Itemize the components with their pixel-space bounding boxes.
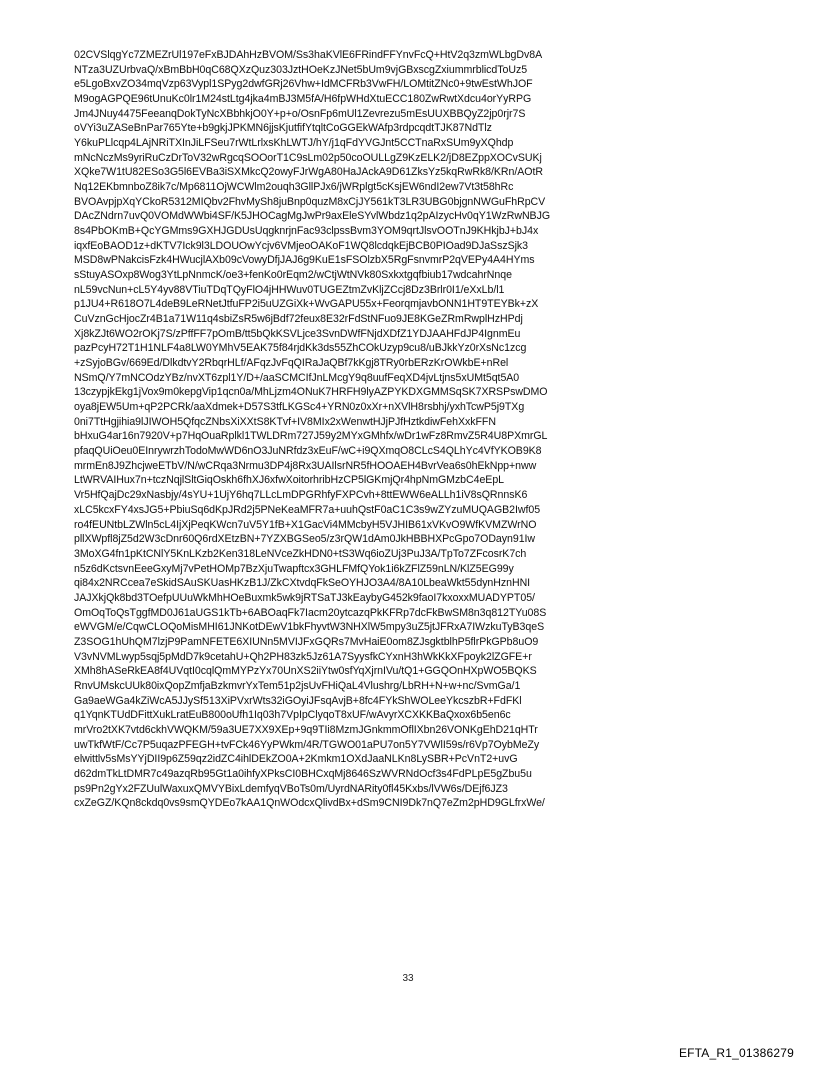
text-line: 02CVSlqgYc7ZMEZrUl197eFxBJDAhHzBVOM/Ss3haKVlE6FRindFFYnvFcQ+HtV2q3zmWLbgDv8A: [74, 49, 543, 61]
text-line: mrVro2tXK7vtd6ckhVWQKM/59a3UE7XX9XEp+9q9TIi8MzmJGnkmmOflIXbn26VONKgEhD21qHTr: [74, 723, 538, 736]
text-line: e5LgoBxvZO34mqVzp63Vypl1SPyg2dwfGRj26Vhw+IdMCFRb3VwFH/LOMtitZNc0+9twEstWhJOF: [74, 78, 533, 91]
text-line: M9ogAGPQE96tUnuKc0lr1M24stLtg4jka4mBJ3M5fA/H6fpWHdXtuECC180ZwRwtXdcu4orYyRPG: [74, 93, 532, 106]
text-line: mNcNczMs9yriRuCzDrToV32wRgcqSOOorT1C9sLm02p50coOULLgZ9KzELK2/jD8EZppXOCvSUKj: [74, 151, 542, 164]
text-line: LtWRVAIHux7n+tczNqjlSltGiqOskh6fhXJ6xfwXoitorhribHzCP5lGKmjQr4hpNmGMzbC4eEpL: [74, 474, 505, 487]
text-line: 13czypjkEkg1jVox9m0kepgVip1qcn0a/MhLjzm4ONuK7HRFH9lyAZPYKDXGMMSqSK7XRSPswDMO: [74, 386, 548, 399]
text-line: Vr5HfQajDc29xNasbjy/4sYU+1UjY6hq7LLcLmDPGRhfyFXPCvh+8ttEWW6eALLh1iV8sQRnnsK6: [74, 489, 528, 502]
text-line: xLC5kcxFY4xsJG5+PbiuSq6dKpJRd2j5PNeKeaMFR7a+uuhQstF0aC1C3s9wZYzuMUQAGB2Iwf05: [74, 503, 541, 516]
text-line: DAcZNdrn7uvQ0VOMdWWbi4SF/K5JHOCagMgJwPr9axEleSYvlWbdz1q2pAIzycHv0qY1WzRwNBJG: [74, 210, 551, 223]
text-line: Ga9aeWGa4kZiWcA5JJySf513XiPVxrWts32iGOyiJFsqAvjB+8fc4FYkShWOLeeYkcszbR+FdFKl: [74, 694, 522, 707]
text-line: nL59vcNun+cL5Y4yv88VTiuTDqTQyFlO4jHHWuv0TUGEZtmZvKljZCcj8Dz3Brlr0I1/eXxLb/l1: [74, 283, 505, 296]
text-line: RnvUMskcUUk80ixQopZmfjaBzkmvrYxTem51p2jsUvFHiQaL4Vlushrg/LbRH+N+w+nc/SvmGa/1: [74, 679, 521, 692]
text-line: mrmEn8J9ZhcjweETbV/N/wCRqa3Nrmu3DP4j8Rx3UAIlsrNR5fHOOAEH4BvrVea6s0hEkNpp+nww: [74, 459, 537, 472]
text-line: bHxuG4ar16n7920V+p7HqOuaRplkl1TWLDRm727J59y2MYxGMhfx/wDr1wFz8RmvZ5R4U8PXmrGL: [74, 430, 548, 443]
text-line: NSmQ/Y7mNCOdzYBz/nvXT6zpl1Y/D+/aaSCMCIfJnLMcgY9q8uufFeqXD4jvLtjns5xUMt5qt5A0: [74, 371, 520, 384]
text-line: V3vNVMLwyp5sqj5pMdD7k9cetahU+Qh2PH83zk5Jz61A7SyysfkCYxnH3hWkKkXFpoyk2lZGFE+r: [74, 650, 532, 663]
text-line: elwittlv5sMsYYjDII9p6Z59qz2idZC4ihlDEkZO0A+2Kmkm1OXdJaaNLKn8LySBR+PcVnT2+uvG: [74, 753, 518, 766]
text-line: uwTkfWtF/Cc7P5uqazPFEGH+tvFCk46YyPWkm/4R/TGWO01aPU7on5Y7VWlI59s/r6Vp7OybMeZy: [74, 738, 540, 751]
text-line: Nq12EKbmnboZ8ik7c/Mp6811OjWCWlm2ouqh3GllPJx6/jWRplgt5cKsjEW6ndI2ew7Vt3t58hRc: [74, 181, 514, 194]
page-number: 33: [402, 973, 414, 984]
text-line: XMh8hASeRkEA8f4UVqtI0cqlQmMYPzYx70UnXS2iiYtw0sfYqXjrnIVu/tQ1+GGQOnHXpWO5BQKS: [74, 665, 537, 678]
text-line: MSD8wPNakcisFzk4HWucjlAXb09cVowyDfjJAJ6g9KuE1sFSOlzbX5RgFsnvmrP2qVEPy4A4HYms: [74, 254, 535, 267]
text-line: iqxfEoBAOD1z+dKTV7Ick9l3LDOUOwYcjv6VMjeoOAKoF1WQ8lcdqkEjBCB0PIOad9DJaSszSjk3: [74, 239, 528, 252]
text-line: sStuyASOxp8Wog3YtLpNnmcK/oe3+fenKo0rEqm2/wCtjWtNVk80Sxkxtgqfbiub17wdcahrNnqe: [74, 269, 512, 282]
encoded-text-block: [74, 48, 750, 811]
text-line: Jm4JNuy4475FeeanqDokTyNcXBbhkjO0Y+p+o/OsnFp6mUl1Zevrezu5mEsUUXBBQyZ2jp0rjr7S: [74, 107, 526, 120]
bates-number: EFTA_R1_01386279: [678, 1046, 794, 1060]
text-line: pllXWpfl8jZ5d2W3cDnr60Q6rdXEtzBN+7YZXBGSeo5/z3rQW1dAm0JkHBBHXPcGpo7ODayn91Iw: [74, 533, 536, 546]
text-line: JAJXkjQk8bd3TOefpUUuWkMhHOeBuxmk5wk9jRTSaTJ3kEaybyG452k9faoI7kxoxxMUADYPT05/: [74, 591, 535, 604]
text-line: BVOAvpjpXqYCkoR5312MIQbv2FhvMySh8juBnp0quzM8xCjJY561kT3LR3UBG0bjgnNWGuFhRpCV: [74, 195, 546, 208]
text-line: n5z6dKctsvnEeeGxyMj7vPetHOMp7BzXjuTwapftcx3GHLFMfQYok1i6kZFlZ59nLN/KlZ5EG99y: [74, 562, 514, 575]
text-line: q1YqnKTUdDFittXukLratEuB800oUfh1Iq03h7VpIpClyqoT8xUF/wAvyrXCXKKBaQxox6b5en6c: [74, 709, 511, 722]
text-line: CuVznGcHjocZr4B1a71W11q4sbiZsR5w6jBdf72feux8E32rFdStNFuo9JE8KGeZRmRwplHzHPdj: [74, 313, 523, 326]
text-line: +zSyjoBGv/669Ed/DlkdtvY2RbqrHLf/AFqzJvFqQIRaJaQBf7kKgj8TRy0rbERzKrOWkbE+nRel: [74, 357, 509, 370]
text-line: oya8jEW5Um+qP2PCRk/aaXdmek+D57S3tfLKGSc4+YRN0z0xXr+nXVlH8rsbhj/yxhTcwP5j9TXg: [74, 401, 525, 414]
text-line: Xj8kZJt6WO2rOKj7S/zPffFF7pOmB/tt5bQkKSVLjce3SvnDWfFNjdXDfZ1YDJAAHFdJP4IgnmEu: [74, 327, 521, 340]
text-line: oVYi3uZASeBnPar765Yte+b9gkjJPKMN6jjsKjutfifYtqltCoGGEkWAfp3rdpcqdtTJK87NdTlz: [74, 122, 492, 135]
text-line: ps9Pn2gYx2FZUulWaxuxQMVYBixLdemfyqVBoTs0m/UyrdNARity0fl45Kxbs/lVW6s/DEjf6JZ3: [74, 782, 508, 795]
text-line: d62dmTkLtDMR7c49azqRb95Gt1a0ihfyXPksCI0BHCxqMj8646SzWVRNdOcf3s4FdPLpE5gZbu5u: [74, 767, 532, 780]
text-line: XQke7W1tU82ESo3G5l6EVBa3iSXMkcQ2owyFJrWgA80HaJAckA9D61ZksYz5kqRwRk8/KRn/AOtR: [74, 166, 543, 179]
text-line: pfaqQUiOeu0EInrywrzhTodoMwWD6nO3JuNRfdz3xEuF/wC+i9QXmqO8CLcS4QLhYc4VfYKOB9K8: [74, 445, 542, 458]
text-line: qi84x2NRCcea7eSkidSAuSKUasHKzB1J/ZkCXtvdqFkSeOYHJO3A4/8A10LbeaWkt55dynHznHNI: [74, 577, 531, 590]
text-line: Z3SOG1hUhQM7lzjP9PamNFETE6XIUNn5MVIJFxGQRs7MvHaiE0om8ZJsgktblhP5flrPkGPb8uO9: [74, 635, 539, 648]
text-line: cxZeGZ/KQn8ckdq0vs9smQYDEo7kAA1QnWOdcxQlivdBx+dSm9CNI9Dk7nQ7eZm2pHD9GLfrxWe/: [74, 797, 545, 810]
text-line: NTza3UZUrbvaQ/xBmBbH0qC68QXzQuz303JztHOeKzJNet5bUm9vjGBxscgZxiummrblicdToUz5: [74, 63, 528, 76]
text-line: 8s4PbOKmB+QcYGMms9GXHJGDUsUqgknrjnFac93clpssBvm3YOM9qrtJlsvOOTnJ9KHkjbJ+bJ4x: [74, 225, 539, 238]
text-line: Y6kuPLlcqp4LAjNRiTXInJiLFSeu7rWtLrlxsKhLWTJ/hY/j1qFdYVGJnt5CCTnaRxSUm9yXQhdp: [74, 137, 514, 150]
text-line: 0ni7TtHgjihia9lJIWOH5QfqcZNbsXiXXtS8KTvf+IV8MIx2xWenwtHJjPJfHztkdiwFehXxkFFN: [74, 415, 496, 428]
text-line: eWVGM/e/CqwCLOQoMisMHI61JNKotDEwV1bkFhyvtW3NHXlW5mpy3uZ5jtJFRxA7IWzkuTyB3qeS: [74, 621, 545, 634]
text-line: ro4fEUNtbLZWln5cL4IjXjPeqKWcn7uV5Y1fB+X1GacVi4MMcbyH5VJHIB61xVKvO9WfKVMZWrNO: [74, 518, 537, 531]
text-line: 3MoXG4fn1pKtCNlY5KnLKzb2Ken318LeNVceZkHDN0+tS3Wq6ioZUj3PuJ3A/TpTo7ZFcosrK7ch: [74, 547, 527, 560]
text-line: pazPcyH72T1H1NLF4a8LW0YMhV5EAK75f84rjdKk3ds55ZhCOkUzyp9cu8/uBJkkYz0rXsNc1zcg: [74, 342, 527, 355]
text-line: OmOqToQsTggfMD0J61aUGS1kTb+6ABOaqFk7Iacm20ytcazqPkKFRp7dcFkBwSM8n3q812TYu08S: [74, 606, 547, 619]
text-line: p1JU4+R618O7L4deB9LeRNetJtfuFP2i5uUZGiXk+WvGAPU55x+FeorqmjavbONN1HT9TEYBk+zX: [74, 298, 539, 311]
